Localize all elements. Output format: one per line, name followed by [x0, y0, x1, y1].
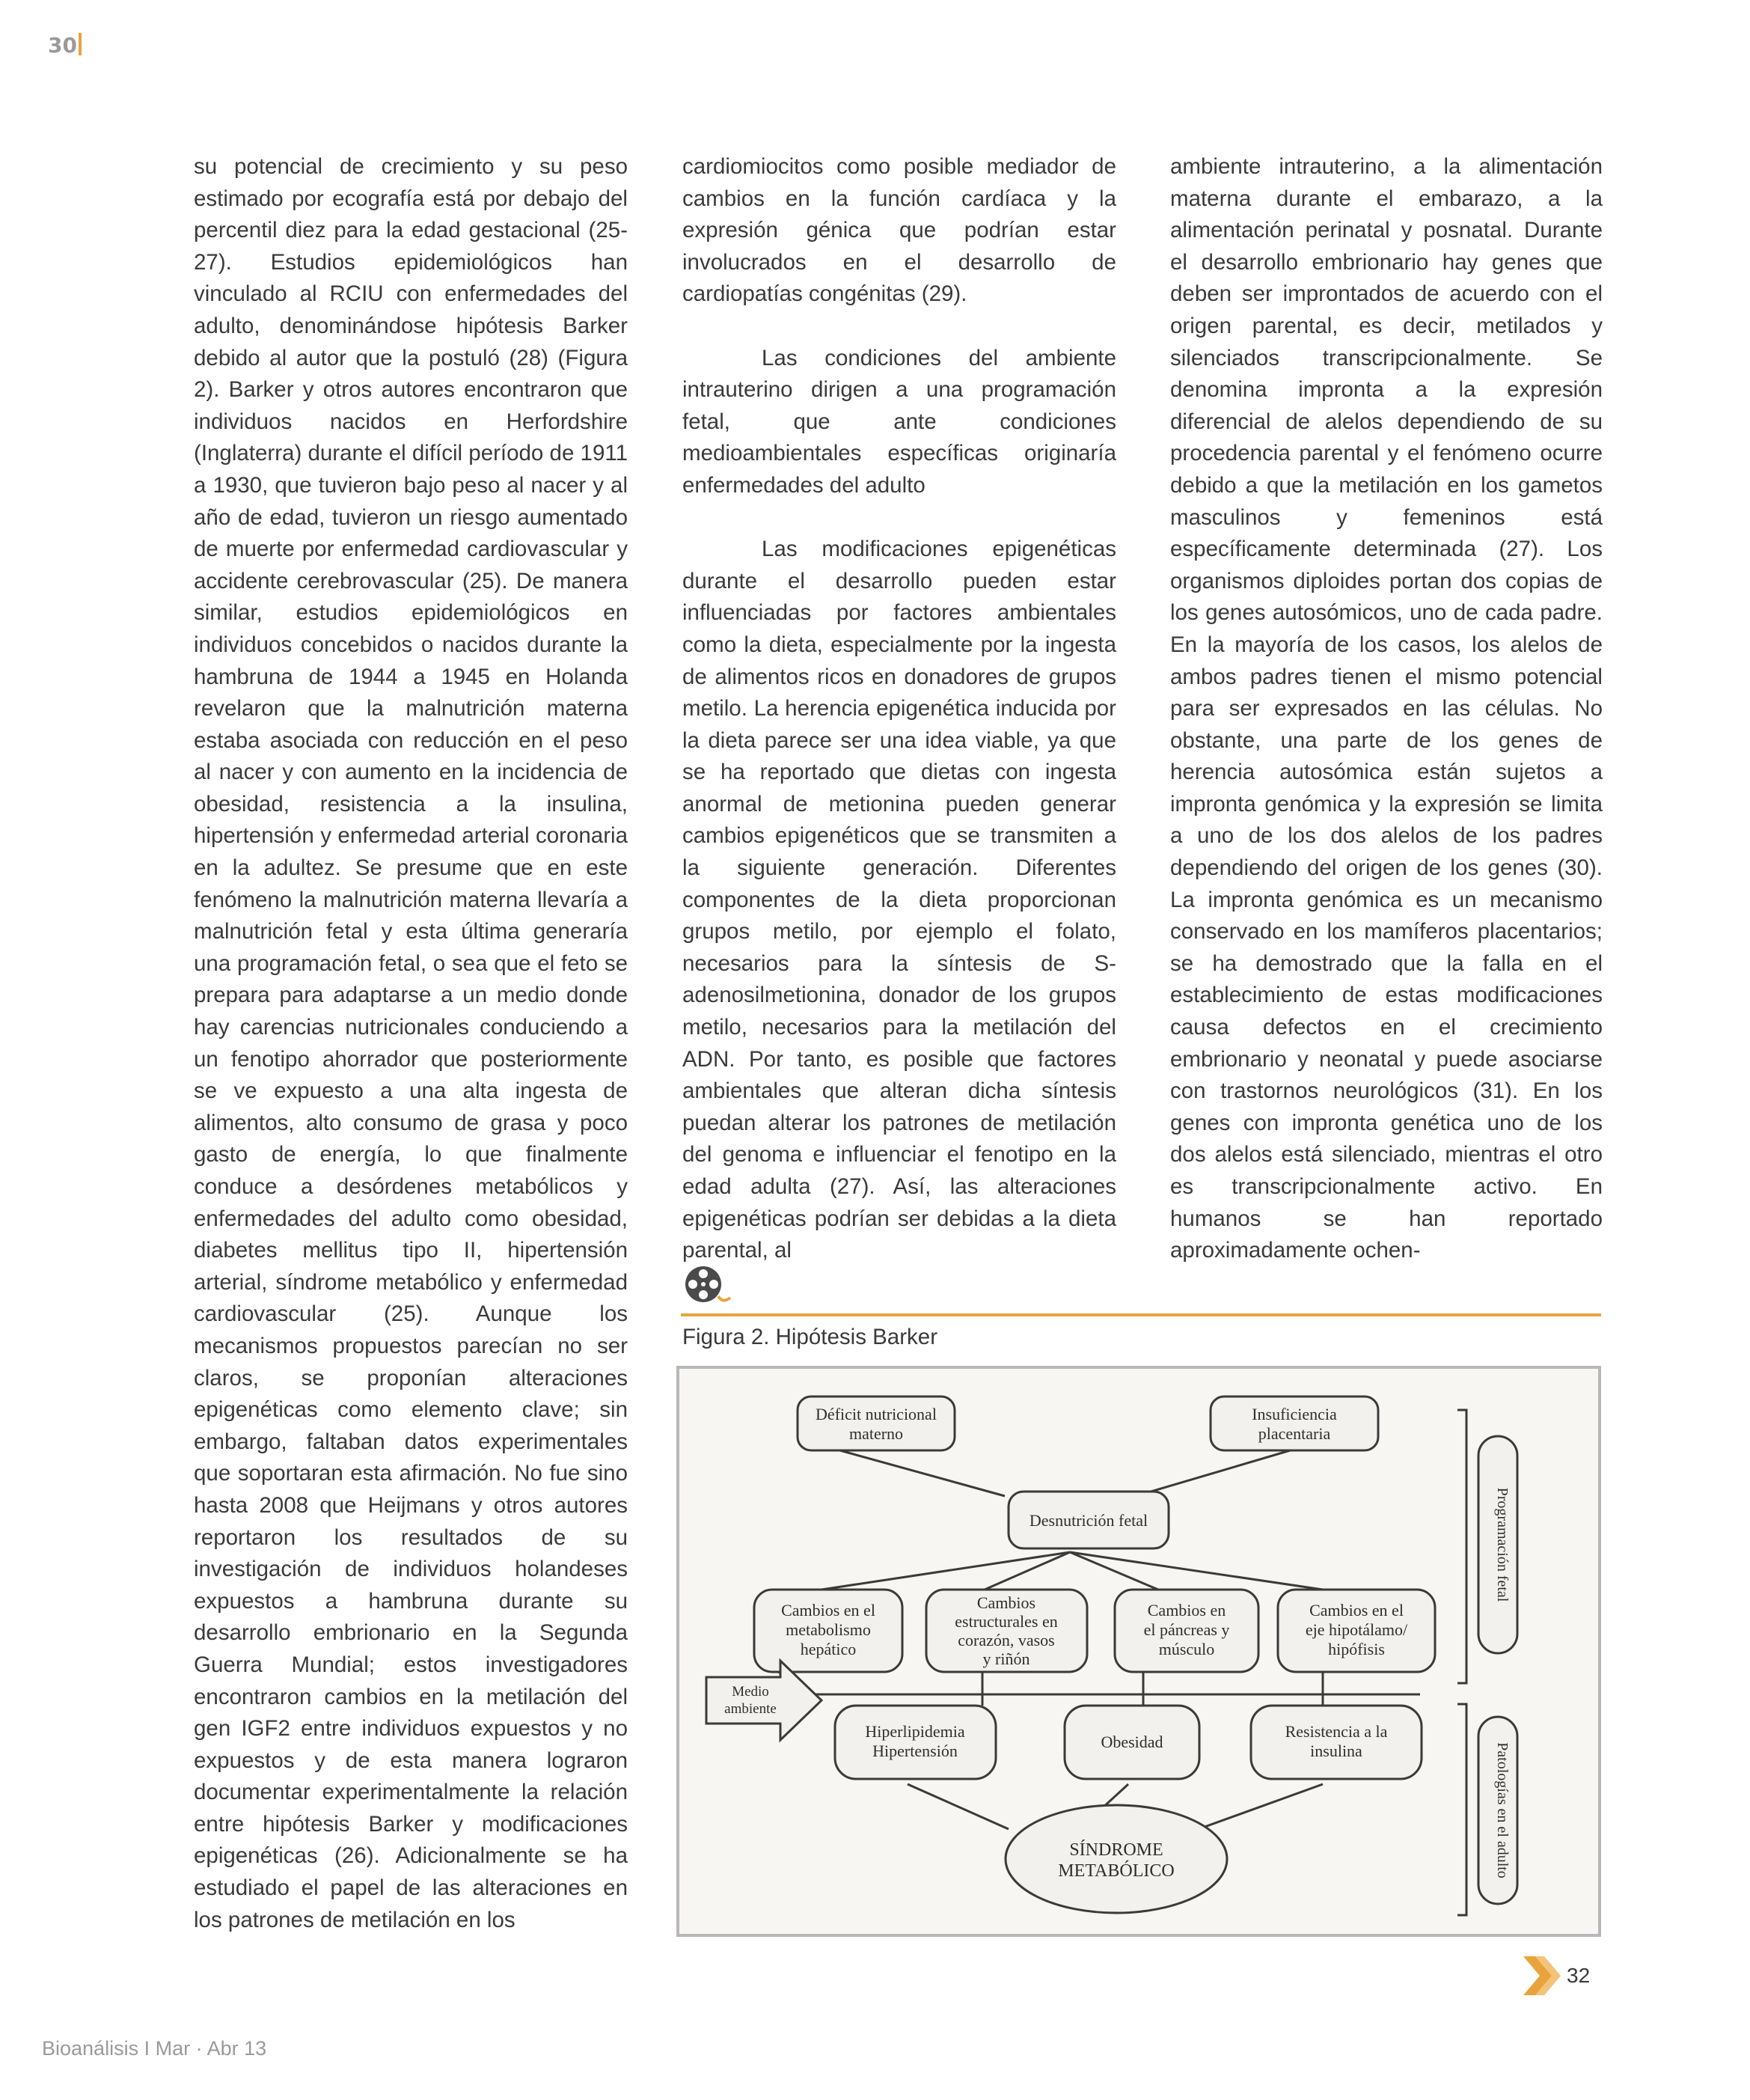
footer-publication: Bioanálisis I Mar · Abr 13: [42, 2037, 267, 2060]
node-deficit-line2: materno: [848, 1424, 904, 1443]
text-column-3: [1170, 151, 1603, 1267]
node-medio-line1: Medio: [732, 1684, 769, 1700]
next-page-indicator[interactable]: [1523, 1953, 1606, 1998]
node-resistencia-line1: Resistencia a la: [1285, 1722, 1388, 1741]
node-estructurales-line1: Cambios: [976, 1593, 1036, 1612]
paragraph: cardiomiocitos como posible mediador de cambios en la función cardíaca y la expresión génica que podrían estar involucrados en el desarrollo de cardiopatías congénitas (29).: [682, 154, 1116, 307]
node-sindrome-line2: METABÓLICO: [1058, 1861, 1175, 1881]
side-label-patologias: Patologías en el adulto: [1494, 1742, 1511, 1878]
node-hipotalamo-line2: eje hipotálamo/: [1305, 1620, 1408, 1639]
text-column-2: [682, 151, 1116, 1267]
node-obesidad: Obesidad: [1101, 1733, 1163, 1751]
node-pancreas-line2: el páncreas y: [1143, 1620, 1230, 1639]
node-insuficiencia-line2: placentaria: [1258, 1424, 1331, 1443]
node-pancreas-line3: músculo: [1158, 1640, 1215, 1658]
node-deficit-line1: Déficit nutricional: [816, 1405, 937, 1423]
node-hipotalamo-line1: Cambios en el: [1309, 1601, 1404, 1620]
node-resistencia-line2: insulina: [1310, 1742, 1362, 1760]
node-desnutricion: Desnutrición fetal: [1029, 1511, 1148, 1530]
film-reel-icon: [681, 1263, 735, 1308]
node-hepatico-line3: hepático: [800, 1640, 857, 1658]
node-hiperlipidemia-line2: Hipertensión: [872, 1742, 958, 1760]
node-hiperlipidemia-line1: Hiperlipidemia: [865, 1722, 965, 1741]
double-chevron-right-icon: [1523, 1953, 1565, 1998]
node-pancreas-line1: Cambios en: [1147, 1601, 1226, 1620]
paragraph: su potencial de crecimiento y su peso estimado por ecografía está por debajo del percentil diez para la edad gestacional (25-27). Estudios epidemiológicos han vinculado al RCIU con enfermedades del adulto, denominándose hipótesis Barker debido al autor que la postuló (28) (Figura 2). Barker y otros autores encontraron que individuos nacidos en Herfordshire (Inglaterra) durante el difícil período de 1911 a 1930, que tuvieron bajo peso al nacer y al año de edad, tuvieron un riesgo aumentado de muerte por enfermedad cardiovascular y accidente cerebrovascular (25). De manera similar, estudios epidemiológicos en individuos concebidos o nacidos durante la hambruna de 1944 a 1945 en Holanda revelaron que la malnutrición materna estaba asociada con reducción en el peso al nacer y con aumento en la incidencia de obesidad, resistencia a la insulina, hipertensión y enfermedad arterial coronaria en la adultez. Se presume que en este fenómeno la malnutrición materna llevaría a malnutrición fetal y esta última generaría una programación fetal, o sea que el feto se prepara para adaptarse a un medio donde hay carencias nutricionales conduciendo a un fenotipo ahorrador que posteriormente se ve expuesto a una alta ingesta de alimentos, alto consumo de grasa y poco gasto de energía, lo que finalmente conduce a desórdenes metabólicos y enfermedades del adulto como obesidad, diabetes mellitus tipo II, hipertensión arterial, síndrome metabólico y enfermedad cardiovascular (25). Aunque los mecanismos propuestos parecían no ser claros, se proponían alteraciones epigenéticas como elemento clave; sin embargo, faltaban datos experimentales que soportaran esta afirmación. No fue sino hasta 2008 que Heijmans y otros autores reportaron los resultados de su investigación de individuos holandeses expuestos a hambruna durante su desarrollo embrionario en la Segunda Guerra Mundial; estos investigadores encontraron cambios en la metilación del gen IGF2 entre individuos expuestos y no expuestos y de esta manera lograron documentar experimentalmente la relación entre hipótesis Barker y modificaciones epigenéticas (26). Adicionalmente se ha estudiado el papel de las alteraciones en los patrones de metilación en los: [194, 154, 628, 1932]
next-page-number: 32: [1567, 1964, 1591, 1987]
node-hipotalamo-line3: hipófisis: [1328, 1640, 1385, 1658]
paragraph: Las modificaciones epigenéticas durante el desarrollo pueden estar influenciadas por factores ambientales como la dieta, especialmente por la ingesta de alimentos ricos en donadores de grupos metilo. La herencia epigenética inducida por la dieta parece ser una idea viable, ya que se ha reportado que dietas con ingesta anormal de metionina pueden generar cambios epigenéticos que se transmiten a la siguiente generación. Diferentes componentes de la dieta proporcionan grupos metilo, por ejemplo el folato, necesarios para la síntesis de S-adenosilmetionina, donador de los grupos metilo, necesarios para la metilación del ADN. Por tanto, es posible que factores ambientales que alteran dicha síntesis puedan alterar los patrones de metilación del genoma e influenciar el fenotipo en la edad adulta (27). Así, las alteraciones epigenéticas podrían ser debidas a la dieta parental, al: [682, 537, 1116, 1263]
node-medio-line2: ambiente: [724, 1701, 777, 1717]
top-page-number: 30: [48, 33, 82, 58]
paragraph: ambiente intrauterino, a la alimentación materna durante el embarazo, a la alimentación perinatal y posnatal. Durante el desarrollo embrionario hay genes que deben ser improntados de acuerdo con el origen parental, es decir, metilados y silenciados transcripcionalmente. Se denomina impronta a la expresión diferencial de alelos dependiendo de su procedencia parental y el fenómeno ocurre debido a que la metilación en los gametos masculinos y femeninos está específicamente determinada (27). Los organismos diploides portan dos copias de los genes autosómicos, uno de cada padre. En la mayoría de los casos, los alelos de ambos padres tienen el mismo potencial para ser expresados en las células. No obstante, una parte de los genes de herencia autosómica están sujetos a impronta genómica y la expresión se limita a uno de los dos alelos de los padres dependiendo del origen de los genes (30). La impronta genómica es un mecanismo conservado en los mamíferos placentarios; se ha demostrado que la falla en el establecimiento de estas modificaciones causa defectos en el crecimiento embrionario y neonatal y puede asociarse con trastornos neurológicos (31). En los genes con impronta genética uno de los dos alelos está silenciado, mientras el otro es transcripcionalmente activo. En humanos se han reportado aproximadamente ochen-: [1170, 154, 1603, 1263]
section-divider: [681, 1313, 1601, 1316]
node-estructurales-line3: corazón, vasos: [958, 1631, 1055, 1649]
paragraph: Las condiciones del ambiente intrauterino dirigen a una programación fetal, que ante condiciones medioambientales específicas originaría enfermedades del adulto: [682, 345, 1116, 498]
text-column-1: [194, 151, 628, 1936]
node-hepatico-line2: metabolismo: [786, 1620, 871, 1639]
node-insuficiencia-line1: Insuficiencia: [1252, 1405, 1337, 1423]
node-estructurales-line4: y riñón: [982, 1649, 1030, 1668]
figure-caption: Figura 2. Hipótesis Barker: [682, 1325, 938, 1349]
node-estructurales-line2: estructurales en: [955, 1612, 1058, 1631]
node-hepatico-line1: Cambios en el: [781, 1601, 875, 1620]
side-label-programacion: Programación fetal: [1494, 1487, 1511, 1602]
node-sindrome-line1: SÍNDROME: [1069, 1840, 1163, 1860]
barker-hypothesis-diagram: [676, 1366, 1601, 1937]
